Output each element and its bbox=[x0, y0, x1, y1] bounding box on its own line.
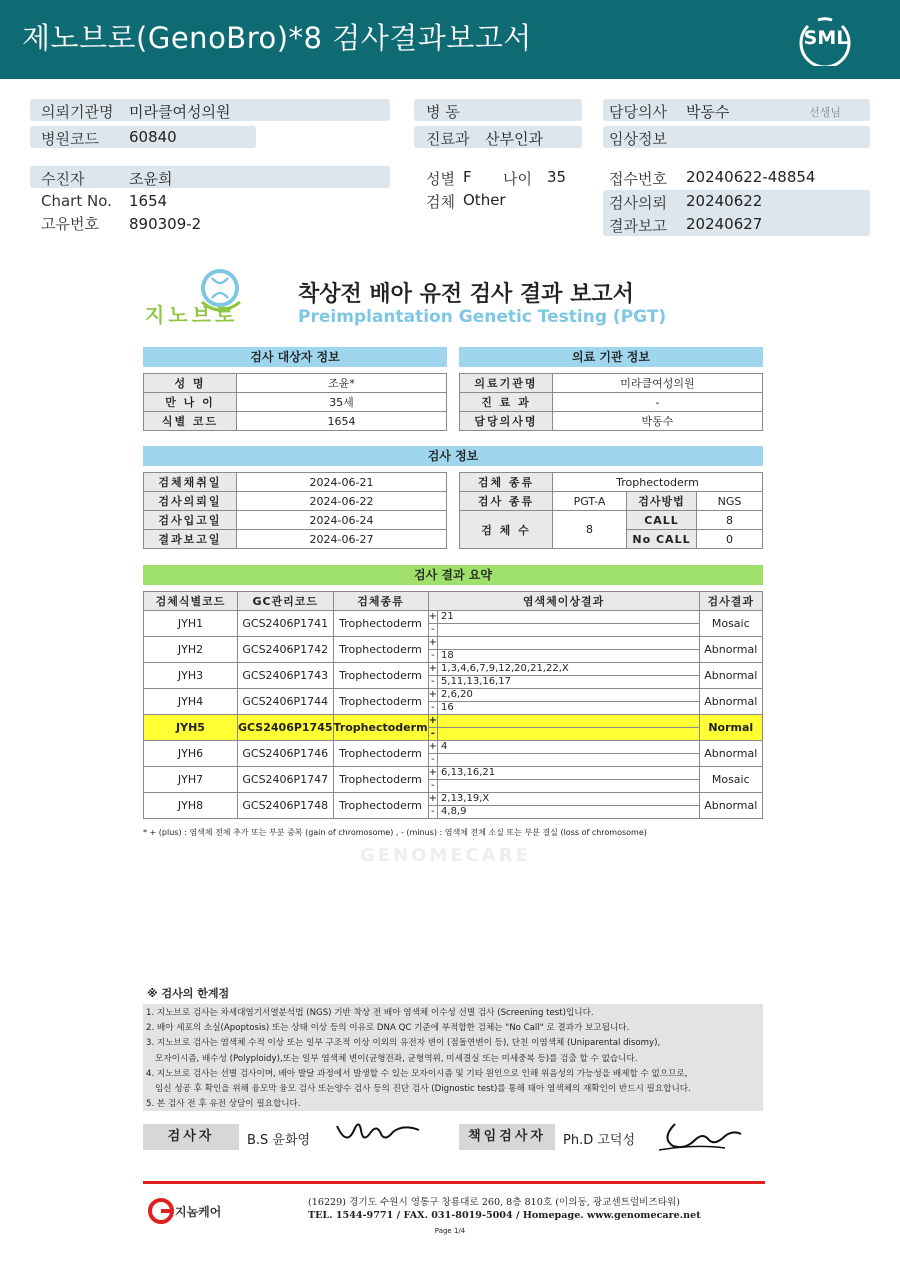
sml-logo-text: SML bbox=[803, 27, 849, 49]
plus-sign: + bbox=[428, 611, 437, 622]
method-label: 검사방법 bbox=[627, 492, 697, 511]
test-details-table bbox=[459, 472, 763, 549]
test-info-heading: 검사 정보 bbox=[143, 446, 763, 466]
gc-code-cell: GCS2406P1742 bbox=[238, 637, 334, 663]
call-value: 8 bbox=[697, 511, 763, 530]
col-chromosome-result: 염색체이상결과 bbox=[428, 592, 699, 611]
gc-code-cell: GCS2406P1745 bbox=[238, 715, 334, 741]
gain-chromosomes: 1,3,4,6,7,9,12,20,21,22,X bbox=[438, 663, 699, 676]
summary-footnote: * + (plus) : 염색체 전체 추가 또는 부분 중복 (gain of chromosome) , - (minus) : 염색체 전체 소실 또는 부분 결실 (loss of chromosome) bbox=[143, 828, 647, 837]
chromosome-result-cell bbox=[428, 637, 699, 663]
plus-sign: + bbox=[428, 793, 437, 804]
col-specimen-type: 검체종류 bbox=[333, 592, 428, 611]
tester-name: B.S 윤화영 bbox=[247, 1133, 311, 1148]
institution-label: 의뢰기관명 bbox=[41, 103, 114, 121]
report-subtitle: Preimplantation Genetic Testing (PGT) bbox=[298, 307, 667, 327]
summary-heading: 검사 결과 요약 bbox=[143, 565, 763, 585]
table-row bbox=[144, 689, 763, 715]
tester-label: 검사자 bbox=[143, 1124, 239, 1150]
loss-chromosomes: 5,11,13,16,17 bbox=[441, 676, 512, 687]
specimen-type-cell: Trophectoderm bbox=[333, 637, 428, 663]
subject-name-value: 조윤* bbox=[237, 374, 447, 393]
inst-dept-label: 진 료 과 bbox=[460, 393, 553, 412]
gain-chromosomes: 4 bbox=[438, 741, 699, 754]
specimen-id-cell: JYH3 bbox=[144, 663, 238, 689]
inst-name-value: 미라클여성의원 bbox=[553, 374, 763, 393]
supervisor-name: Ph.D 고덕성 bbox=[563, 1133, 636, 1148]
specimen-type-value: Trophectoderm bbox=[553, 473, 763, 492]
gc-code-cell: GCS2406P1746 bbox=[238, 741, 334, 767]
collection-date-label: 검체채취일 bbox=[144, 473, 237, 492]
report-title: 착상전 배아 유전 검사 결과 보고서 bbox=[298, 282, 634, 307]
footer-contact: TEL. 1544-9771 / FAX. 031-8019-5004 / Homepage. www.genomecare.net bbox=[308, 1210, 701, 1221]
specimen-type-cell: Trophectoderm bbox=[333, 689, 428, 715]
specimen-type-cell: Trophectoderm bbox=[333, 767, 428, 793]
subject-id-value: 1654 bbox=[237, 412, 447, 431]
col-specimen-id: 검체식별코드 bbox=[144, 592, 238, 611]
loss-chromosomes: 16 bbox=[441, 702, 454, 713]
supervisor-label: 책임검사자 bbox=[459, 1124, 555, 1150]
hospital-code-label: 병원코드 bbox=[41, 130, 99, 148]
age-value: 35 bbox=[547, 168, 567, 186]
receipt-date-value: 2024-06-24 bbox=[237, 511, 447, 530]
minus-sign: - bbox=[429, 780, 438, 793]
specimen-type-cell: Trophectoderm bbox=[333, 793, 428, 819]
hospital-code-value: 60840 bbox=[129, 128, 177, 146]
test-type-label: 검사 종류 bbox=[460, 492, 553, 511]
request-date-value-2: 2024-06-22 bbox=[237, 492, 447, 511]
table-row bbox=[144, 637, 763, 663]
result-date-label: 결과보고일 bbox=[144, 530, 237, 549]
col-test-result: 검사결과 bbox=[699, 592, 762, 611]
minus-sign: - bbox=[429, 806, 438, 819]
minus-sign: - bbox=[429, 728, 438, 741]
test-result-cell: Mosaic bbox=[699, 611, 762, 637]
examinee-label: 수진자 bbox=[41, 170, 85, 188]
specimen-id-cell: JYH5 bbox=[144, 715, 238, 741]
minus-sign: - bbox=[429, 702, 438, 715]
subject-info-heading: 검사 대상자 정보 bbox=[143, 347, 447, 367]
plus-sign: + bbox=[428, 741, 437, 752]
institution-info-table bbox=[459, 373, 763, 431]
table-row bbox=[144, 611, 763, 637]
doctor-label: 담당의사 bbox=[609, 103, 667, 121]
specimen-type-cell: Trophectoderm bbox=[333, 611, 428, 637]
specimen-value: Other bbox=[463, 191, 506, 209]
specimen-type-label: 검체 종류 bbox=[460, 473, 553, 492]
specimen-count-value: 8 bbox=[553, 511, 627, 549]
chromosome-result-cell bbox=[428, 715, 699, 741]
minus-sign: - bbox=[429, 650, 438, 663]
gain-chromosomes: 2,13,19,X bbox=[438, 793, 699, 806]
reception-no-label: 접수번호 bbox=[609, 170, 667, 188]
supervisor-signature-icon bbox=[655, 1118, 745, 1154]
test-result-cell: Abnormal bbox=[699, 637, 762, 663]
inst-dept-value: - bbox=[553, 393, 763, 412]
inst-name-label: 의료기관명 bbox=[460, 374, 553, 393]
subject-age-label: 만 나 이 bbox=[144, 393, 237, 412]
genobro-logo-text: 지노브로 bbox=[145, 303, 239, 327]
table-row bbox=[144, 715, 763, 741]
dept-value: 산부인과 bbox=[485, 130, 543, 148]
gain-chromosomes bbox=[438, 637, 699, 650]
footer-address-block bbox=[308, 1196, 701, 1222]
chromosome-result-cell bbox=[428, 689, 699, 715]
gain-chromosomes: 6,13,16,21 bbox=[438, 767, 699, 780]
limitations-title: ※ 검사의 한계점 bbox=[147, 987, 230, 1000]
minus-sign: - bbox=[429, 754, 438, 767]
subject-info-table bbox=[143, 373, 447, 431]
footer-divider bbox=[143, 1181, 765, 1184]
gc-code-cell: GCS2406P1747 bbox=[238, 767, 334, 793]
gain-chromosomes: 2,6,20 bbox=[438, 689, 699, 702]
plus-sign: + bbox=[428, 637, 437, 648]
specimen-type-cell: Trophectoderm bbox=[333, 663, 428, 689]
specimen-id-cell: JYH8 bbox=[144, 793, 238, 819]
unique-no-value: 890309-2 bbox=[129, 215, 202, 233]
plus-sign: + bbox=[428, 663, 437, 674]
specimen-type-cell: Trophectoderm bbox=[333, 741, 428, 767]
test-result-cell: Normal bbox=[699, 715, 762, 741]
gc-code-cell: GCS2406P1741 bbox=[238, 611, 334, 637]
test-dates-table bbox=[143, 472, 447, 549]
col-gc-code: GC관리코드 bbox=[238, 592, 334, 611]
loss-chromosomes bbox=[438, 624, 699, 637]
chromosome-result-cell bbox=[428, 663, 699, 689]
chromosome-result-cell bbox=[428, 741, 699, 767]
tester-signature-icon bbox=[333, 1118, 423, 1152]
request-date-label-2: 검사의뢰일 bbox=[144, 492, 237, 511]
limitation-line: 4. 지노브로 검사는 선별 검사이며, 배아 발달 과정에서 발생할 수 있는 모자이시즘 및 기타 원인으로 인해 위음성의 가능성을 배제할 수 없으므로, bbox=[146, 1068, 688, 1079]
examinee-value: 조윤희 bbox=[129, 170, 173, 188]
doctor-value: 박동수 bbox=[686, 103, 730, 121]
loss-chromosomes: 18 bbox=[441, 650, 454, 661]
request-date-label: 검사의뢰 bbox=[609, 194, 667, 212]
limitation-line: 3. 지노브로 검사는 염색체 수적 이상 또는 일부 구조적 이상 이외의 유전자 변이 (점돌연변이 등), 단친 이염색체 (Uniparental disomy), bbox=[146, 1038, 661, 1049]
loss-chromosomes bbox=[438, 754, 699, 767]
table-row bbox=[144, 663, 763, 689]
specimen-count-label: 검 체 수 bbox=[460, 511, 553, 549]
specimen-type-cell: Trophectoderm bbox=[333, 715, 428, 741]
doctor-suffix: 선생님 bbox=[809, 106, 841, 119]
specimen-id-cell: JYH2 bbox=[144, 637, 238, 663]
test-result-cell: Abnormal bbox=[699, 663, 762, 689]
table-row bbox=[144, 793, 763, 819]
institution-value: 미라클여성의원 bbox=[129, 103, 231, 121]
clinical-info-label: 임상정보 bbox=[609, 130, 667, 148]
ward-label: 병 동 bbox=[426, 103, 460, 121]
minus-sign: - bbox=[429, 676, 438, 689]
genomecare-watermark: GENOMECARE bbox=[360, 845, 531, 866]
nocall-value: 0 bbox=[697, 530, 763, 549]
reception-no-value: 20240622-48854 bbox=[686, 168, 816, 186]
genomecare-logo-text: 지놈케어 bbox=[175, 1205, 222, 1219]
page-number: Page 1/4 bbox=[434, 1227, 466, 1235]
limitations-box bbox=[143, 1004, 763, 1111]
inst-doctor-value: 박동수 bbox=[553, 412, 763, 431]
specimen-id-cell: JYH7 bbox=[144, 767, 238, 793]
dept-label: 진료과 bbox=[426, 130, 470, 148]
report-date-label: 결과보고 bbox=[609, 217, 667, 235]
test-result-cell: Abnormal bbox=[699, 741, 762, 767]
specimen-id-cell: JYH6 bbox=[144, 741, 238, 767]
plus-sign: + bbox=[428, 689, 437, 700]
limitation-line: 2. 배아 세포의 소실(Apoptosis) 또는 상태 이상 등의 이유로 DNA QC 기준에 부적합한 검체는 "No Call" 로 결과가 보고됩니다. bbox=[146, 1023, 630, 1034]
age-label: 나이 bbox=[503, 170, 532, 188]
summary-table bbox=[143, 591, 763, 819]
report-header-title: 제노브로(GenoBro)*8 검사결과보고서 bbox=[22, 21, 532, 55]
minus-sign: - bbox=[429, 624, 438, 637]
loss-chromosomes bbox=[438, 728, 699, 741]
subject-id-label: 식별 코드 bbox=[144, 412, 237, 431]
specimen-id-cell: JYH4 bbox=[144, 689, 238, 715]
receipt-date-label: 검사입고일 bbox=[144, 511, 237, 530]
chromosome-result-cell bbox=[428, 767, 699, 793]
test-result-cell: Mosaic bbox=[699, 767, 762, 793]
gain-chromosomes: 21 bbox=[438, 611, 699, 624]
plus-sign: + bbox=[428, 715, 437, 726]
sex-label: 성별 bbox=[426, 170, 455, 188]
report-date-value: 20240627 bbox=[686, 215, 763, 233]
test-type-value: PGT-A bbox=[553, 492, 627, 511]
footer-address: (16229) 경기도 수원시 영통구 창룡대로 260, 8층 810호 (이의동, 광교센트럴비즈타워) bbox=[308, 1197, 680, 1208]
nocall-label: No CALL bbox=[627, 530, 697, 549]
limitation-line: 5. 본 검사 전 후 유전 상담이 필요합니다. bbox=[146, 1099, 301, 1110]
test-result-cell: Abnormal bbox=[699, 689, 762, 715]
collection-date-value: 2024-06-21 bbox=[237, 473, 447, 492]
limitation-line: 모자이시즘, 배수성 (Polyploidy),또는 일부 염색체 변이(균형전좌, 균형역위, 미세결실 또는 미세중복 등)를 검출 할 수 없습니다. bbox=[155, 1053, 638, 1064]
sex-value: F bbox=[463, 168, 472, 186]
method-value: NGS bbox=[697, 492, 763, 511]
limitation-line: 1. 지노브로 검사는 차세대염기서열분석법 (NGS) 기반 착상 전 배아 염색체 이수성 선별 검사 (Screening test)입니다. bbox=[146, 1008, 594, 1018]
subject-age-value: 35세 bbox=[237, 393, 447, 412]
request-date-value: 20240622 bbox=[686, 192, 763, 210]
loss-chromosomes bbox=[438, 780, 699, 793]
specimen-label: 검체 bbox=[426, 193, 455, 211]
report-header-bar bbox=[0, 0, 900, 79]
unique-no-label: 고유번호 bbox=[41, 215, 99, 233]
gc-code-cell: GCS2406P1743 bbox=[238, 663, 334, 689]
inst-doctor-label: 담당의사명 bbox=[460, 412, 553, 431]
table-row bbox=[144, 767, 763, 793]
loss-chromosomes: 4,8,9 bbox=[441, 806, 467, 817]
table-row bbox=[144, 741, 763, 767]
specimen-id-cell: JYH1 bbox=[144, 611, 238, 637]
plus-sign: + bbox=[428, 767, 437, 778]
test-result-cell: Abnormal bbox=[699, 793, 762, 819]
limitation-line: 임신 성공 후 확인을 위해 융모막 융모 검사 또는양수 검사 등의 진단 검사 (Dignostic test)를 통해 태아 염색체의 재확인이 반드시 필요합니다. bbox=[155, 1084, 691, 1095]
subject-name-label: 성 명 bbox=[144, 374, 237, 393]
institution-info-heading: 의료 기관 정보 bbox=[459, 347, 763, 367]
chart-no-value: 1654 bbox=[129, 192, 168, 210]
call-label: CALL bbox=[627, 511, 697, 530]
gain-chromosomes bbox=[438, 715, 699, 728]
genomecare-logo-icon bbox=[148, 1198, 174, 1224]
gc-code-cell: GCS2406P1748 bbox=[238, 793, 334, 819]
chromosome-result-cell bbox=[428, 611, 699, 637]
result-date-value: 2024-06-27 bbox=[237, 530, 447, 549]
gc-code-cell: GCS2406P1744 bbox=[238, 689, 334, 715]
chart-no-label: Chart No. bbox=[41, 192, 112, 210]
chromosome-result-cell bbox=[428, 793, 699, 819]
